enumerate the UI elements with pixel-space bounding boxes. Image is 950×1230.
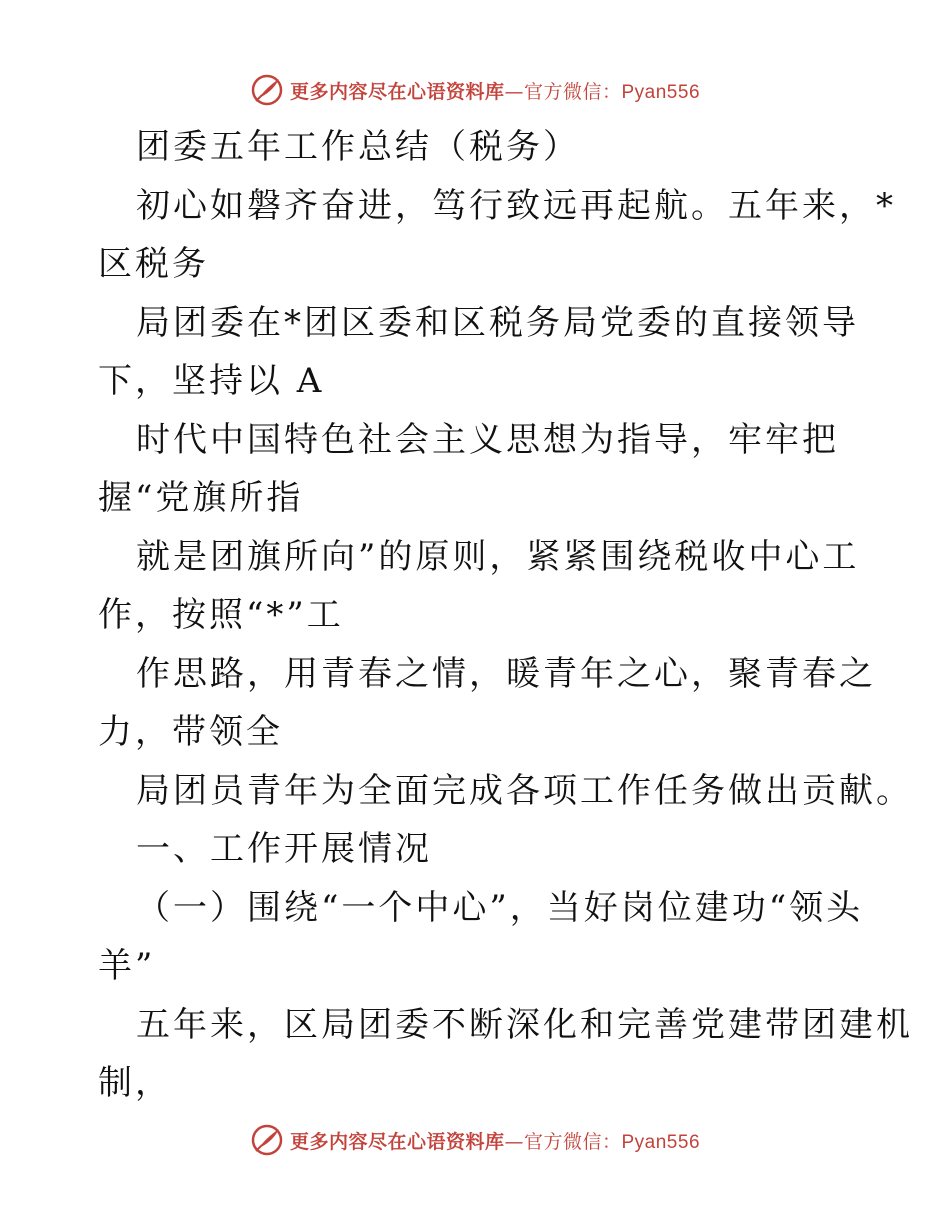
header-watermark <box>0 70 950 110</box>
text-line: 局团员青年为全面完成各项工作任务做出贡献。 <box>136 770 913 811</box>
document-body <box>98 118 913 1113</box>
text-line: 制， <box>98 1063 172 1103</box>
text-line: 下，坚持以 A <box>98 361 325 401</box>
text-line: 就是团旗所向”的原则，紧紧围绕税收中心工 <box>136 536 860 577</box>
text-line: 时代中国特色社会主义思想为指导，牢牢把 <box>136 419 839 460</box>
watermark-wechat-id: Pyan556 <box>621 81 701 103</box>
text-line: 力，带领全 <box>98 712 283 752</box>
watermark-separator: — <box>504 80 524 103</box>
section-heading: 一、工作开展情况 <box>136 829 432 869</box>
subsection-heading: （一）围绕“一个中心”，当好岗位建功“领头 <box>136 887 864 928</box>
watermark-text <box>290 77 700 104</box>
text-line: 五年来，区局团委不断深化和完善党建带团建机 <box>136 1004 913 1045</box>
text-line: 区税务 <box>98 244 209 284</box>
watermark-wechat-label: 官方微信： <box>523 1130 622 1153</box>
feather-pen-logo-icon <box>250 73 284 107</box>
watermark-brand: 更多内容尽在心语资料库 <box>289 1130 505 1153</box>
text-line: 羊” <box>98 946 156 986</box>
text-line: 局团委在*团区委和区税务局党委的直接领导 <box>136 302 859 343</box>
watermark-separator: — <box>504 1130 524 1153</box>
text-line: 作，按照“*”工 <box>98 595 344 635</box>
text-line: 握“党旗所指 <box>98 478 304 518</box>
document-title: 团委五年工作总结（税务） <box>136 127 580 167</box>
watermark-wechat-label: 官方微信： <box>523 80 622 103</box>
text-line: 作思路，用青春之情，暖青年之心，聚青春之 <box>136 653 876 694</box>
watermark-wechat-id: Pyan556 <box>621 1131 701 1153</box>
text-line: 初心如磐齐奋进，笃行致远再起航。五年来，* <box>136 185 896 226</box>
footer-watermark <box>0 1120 950 1160</box>
feather-pen-logo-icon <box>250 1123 284 1157</box>
watermark-text <box>290 1127 700 1154</box>
watermark-brand: 更多内容尽在心语资料库 <box>289 80 505 103</box>
